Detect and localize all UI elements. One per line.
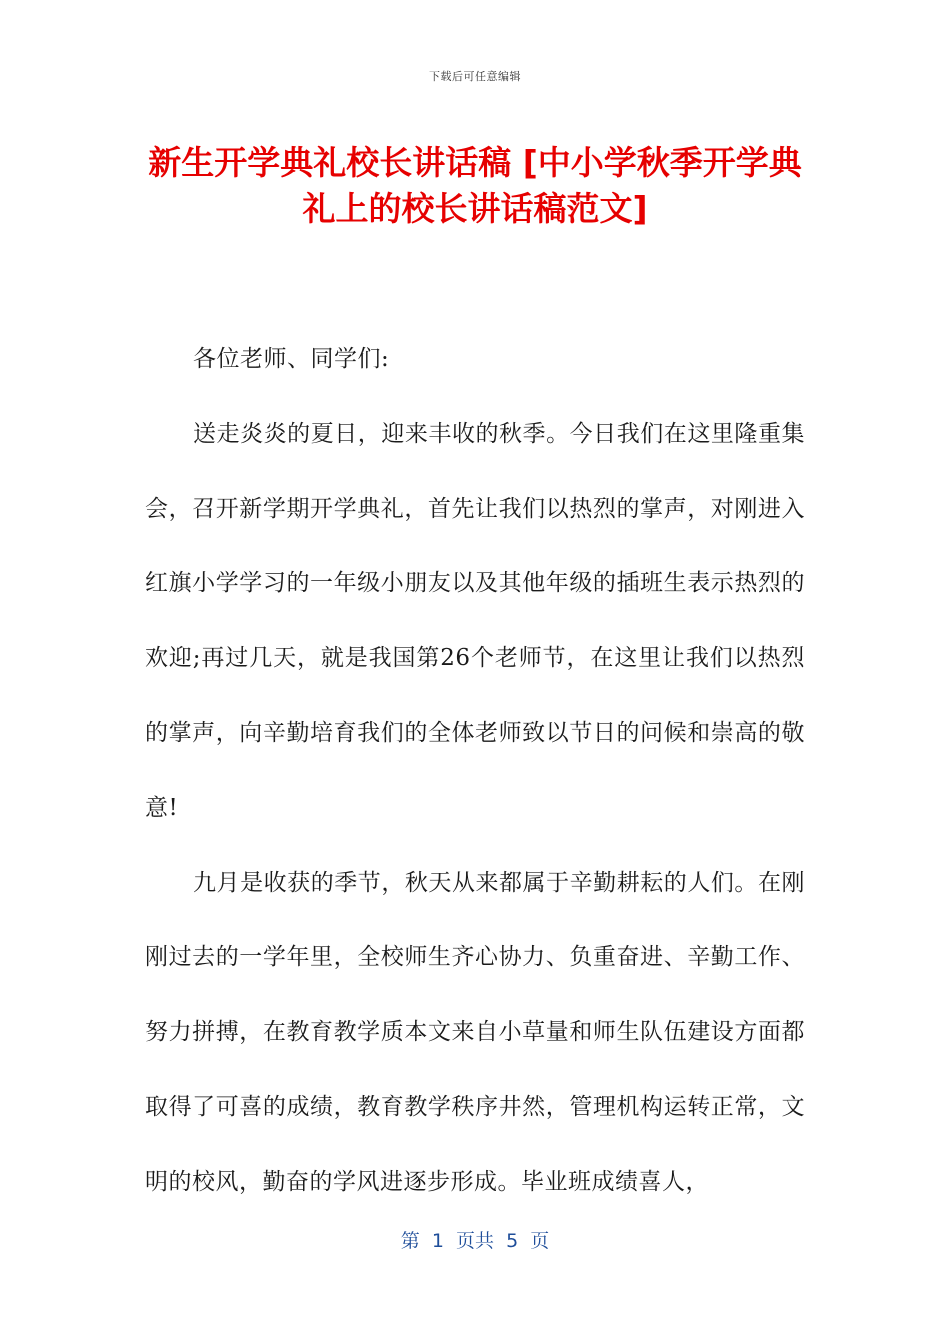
greeting-paragraph: 各位老师、同学们: [193, 346, 390, 372]
body-paragraph: 九月是收获的季节，秋天从来都属于辛勤耕耘的人们。在刚刚过去的一学年里，全校师生齐心协力、负重奋进、辛勤工作、努力拼搏，在教育教学质本文来自小草量和师生队伍建设方面都取得了可喜的成绩，教育教学秩序井然，管理机构运转正常，文明的校风，勤奋的学风进逐步形成。毕业班成绩喜人， [145, 869, 805, 1195]
header-note: 下载后可任意编辑 [429, 70, 521, 83]
document-body [145, 322, 805, 1220]
page-number-footer: 第 1 页共 5 页 [400, 1230, 550, 1252]
document-title: 新生开学典礼校长讲话稿 [中小学秋季开学典礼上的校长讲话稿范文] [148, 143, 802, 228]
body-paragraph: 送走炎炎的夏日，迎来丰收的秋季。今日我们在这里隆重集会，召开新学期开学典礼，首先让我们以热烈的掌声，对刚进入红旗小学学习的一年级小朋友以及其他年级的插班生表示热烈的欢迎;再过几天，就是我国第26个老师节，在这里让我们以热烈的掌声，向辛勤培育我们的全体老师致以节日的问候和崇高的敬意! [145, 420, 805, 821]
